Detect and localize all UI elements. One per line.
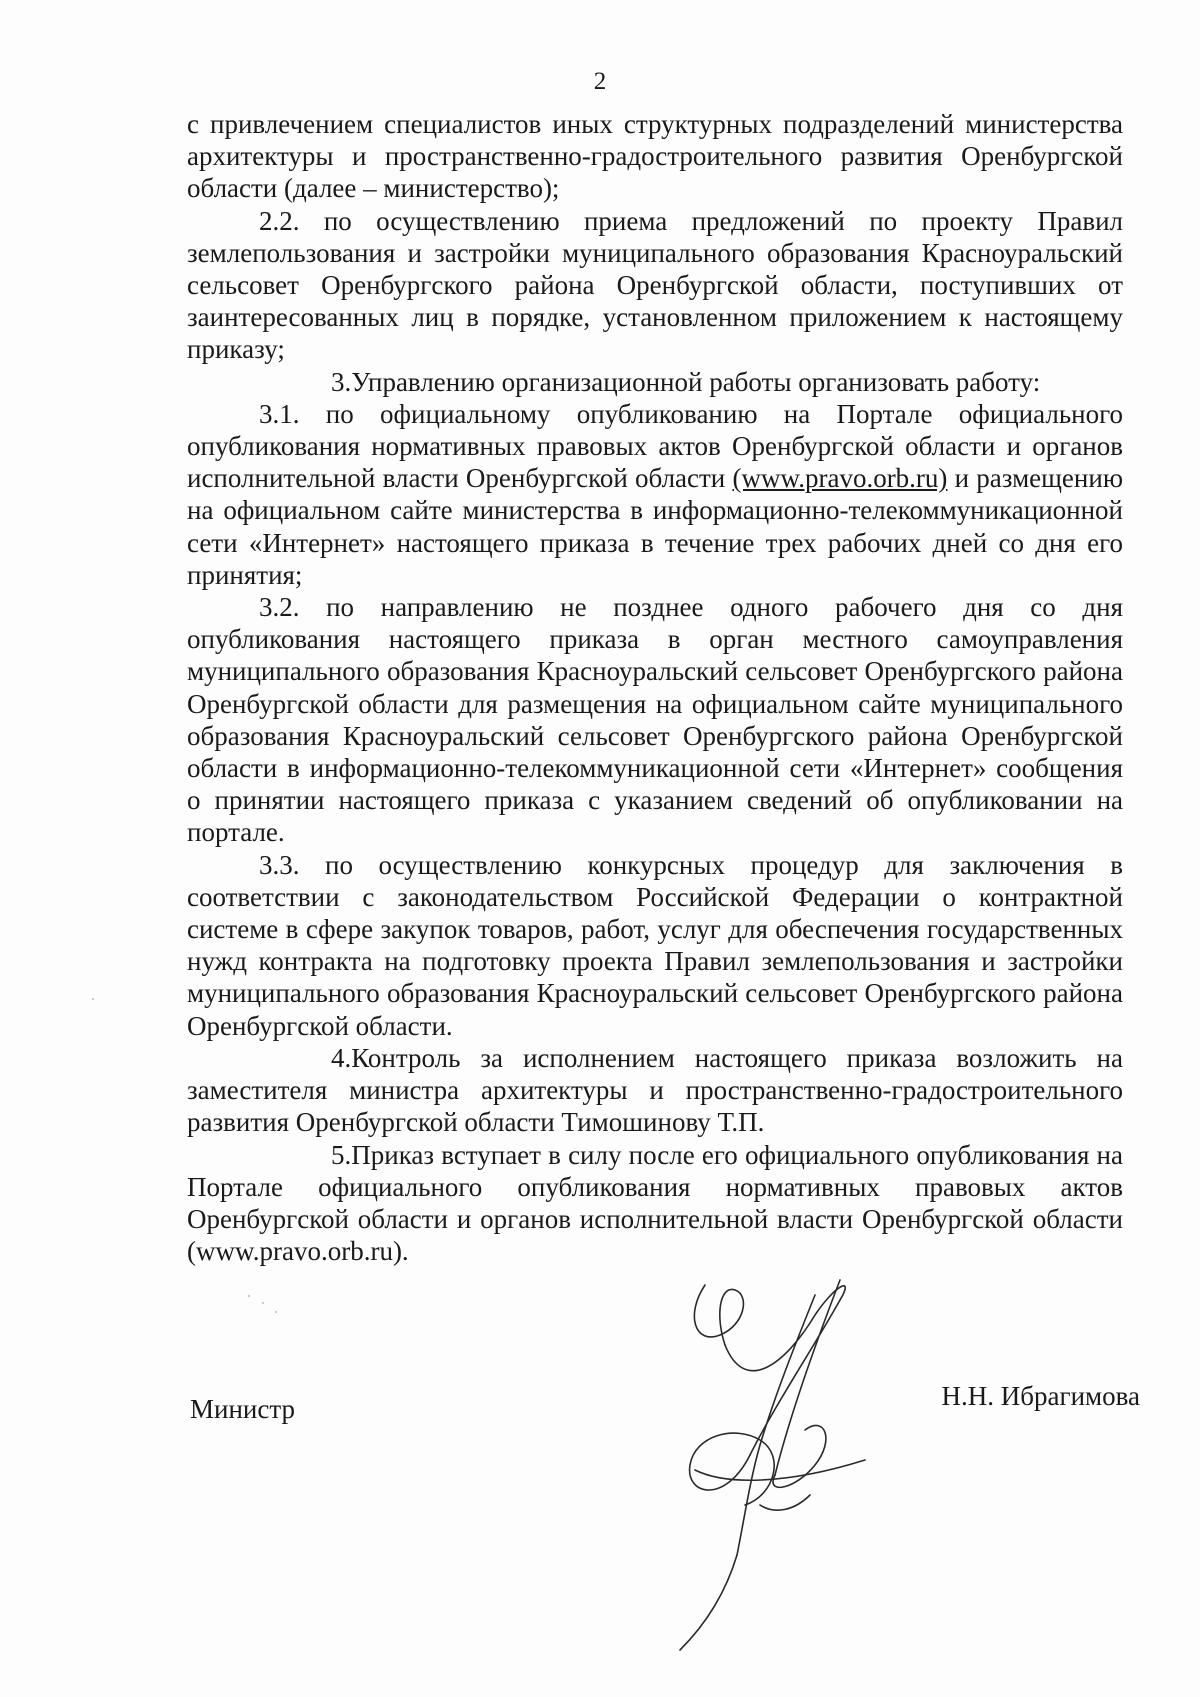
paragraph-3-2 [187, 591, 1123, 849]
paragraph-2-2 [187, 205, 1123, 366]
page-number: 2 [593, 68, 607, 95]
scan-speck [92, 998, 94, 1000]
paragraph-5 [187, 1139, 1123, 1268]
paragraph-3-3 [187, 849, 1123, 1042]
document-body [187, 108, 1123, 1267]
signoff-name: Н.Н. Ибрагимова [941, 1381, 1140, 1411]
handwritten-signature [665, 1255, 905, 1655]
paragraph-continuation [187, 108, 1123, 205]
signoff-position: Министр [190, 1394, 295, 1424]
paragraph-text: 3.1. по официальному опубликованию на Портале официального опубликования нормативных правовых актов Оренбургской области и органов исполнительной власти Оренбургской области [187, 398, 1123, 494]
paragraph-text: 3.2. по направлению не позднее одного рабочего дня со дня опубликования настоящего приказа в орган местного самоуправления муниципального образования Красноуральский сельсовет Оренбургского района Оренбургской области для размещения на официальном сайте муниципального образования Красноуральский сельсовет Оренбургского района Оренбургской области в информационно-телекоммуникационной сети «Интернет» сообщения о принятии настоящего приказа с указанием сведений об опубликовании на портале. [187, 592, 1123, 848]
paragraph-text: 2.2. по осуществлению приема предложений по проекту Правил землепользования и застройки муниципального образования Красноуральский сельсовет Оренбургского района Оренбургской области, поступивших от заинтересованных лиц в порядке, установленном приложением к настоящему приказу; [187, 205, 1123, 365]
paragraph-text: Контроль за исполнением настоящего приказа возложить на заместителя министра архитектуры и пространственно-градостроительного развития Оренбургской области Тимошинову Т.П. [187, 1042, 1123, 1138]
paragraph-number: 3. [331, 366, 352, 397]
paragraph-text: 3.3. по осуществлению конкурсных процедур для заключения в соответствии с законодательством Российской Федерации о контрактной системе в сфере закупок товаров, работ, услуг для обеспечения государственных нужд контракта на подготовку проекта Правил землепользования и застройки муниципального образования Красноуральский сельсовет Оренбургского района Оренбургской области. [187, 849, 1123, 1041]
scan-speck [262, 1302, 264, 1304]
scan-speck [275, 1311, 277, 1313]
paragraph-4 [187, 1042, 1123, 1139]
paragraph-3 [187, 366, 1123, 398]
portal-link[interactable]: (www.pravo.orb.ru) [732, 463, 948, 494]
paragraph-number: 4. [331, 1042, 352, 1073]
paragraph-3-1 [187, 398, 1123, 591]
paragraph-number: 5. [331, 1139, 352, 1170]
scan-speck [248, 1295, 250, 1297]
paragraph-text: с привлечением специалистов иных структурных подразделений министерства архитектуры и пространственно-градостроительного развития Оренбургской области (далее – министерство); [187, 109, 1123, 204]
paragraph-text: Приказ вступает в силу после его официального опубликования на Портале официального опубликования нормативных правовых актов Оренбургской области и органов исполнительной власти Оренбургской области (www.pravo.orb.ru). [187, 1139, 1123, 1267]
paragraph-text-continued: и размещению на официальном сайте министерства в информационно-телекоммуникационной сети «Интернет» настоящего приказа в течение трех рабочих дней со дня его принятия; [187, 463, 1123, 590]
paragraph-text: Управлению организационной работы организовать работу: [351, 366, 1041, 397]
